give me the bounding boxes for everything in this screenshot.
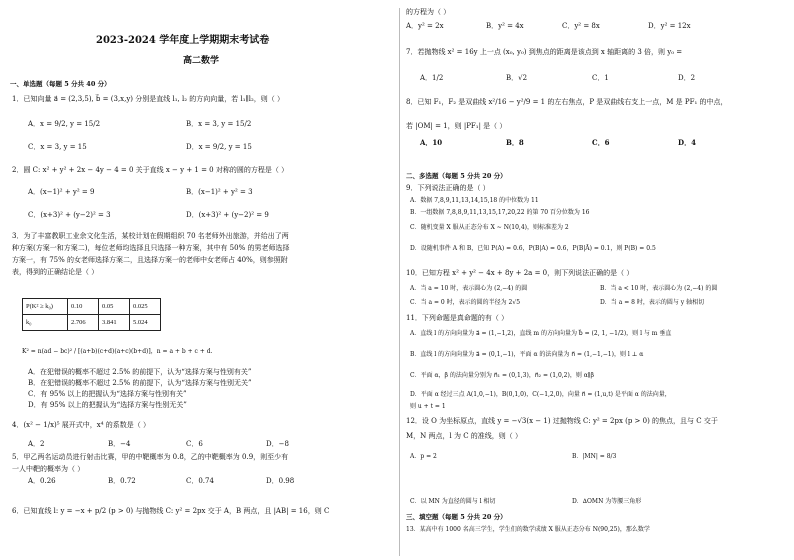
q3-line1: 3．为了丰富教职工业余文化生活，某校计划在假期组织 70 名老师外出旅游，并给出了两 [12, 232, 289, 240]
q7-option-b: B．√2 [506, 74, 528, 82]
q12-option-b: B．|MN| = 8/3 [572, 453, 617, 460]
q10-option-b: B．当 a < 10 时，表示圆心为 (2,−4) 的圆 [600, 285, 718, 292]
q1-option-d: D．x = 9/2, y = 15 [186, 143, 252, 151]
q7-stem: 7．若抛物线 x² = 16y 上一点 (x₀, y₀) 到焦点的距离是该点到 x 轴距离的 3 倍，则 y₀ = [406, 48, 683, 56]
section-fill-in: 三、填空题（每题 5 分共 20 分） [406, 513, 507, 521]
q5-option-b: B．0.72 [108, 477, 136, 485]
q4-option-d: D．−8 [266, 440, 289, 448]
q10-stem: 10．已知方程 x² + y² − 4x + 8y + 2a = 0，则下列说法正确的是（ ） [406, 269, 634, 277]
q3-option-b: B．在犯错误的概率不超过 2.5% 的前提下，认为“选择方案与性别无关” [28, 379, 252, 387]
q3-line4: 表，得到的正确结论是（ ） [12, 268, 99, 276]
q3-line2: 种方案(方案一和方案二)，每位老师均选择且只选择一种方案，其中有 50% 的男老师选择 [12, 244, 290, 252]
q4-option-a: A．2 [28, 440, 45, 448]
q5-line1: 5．甲乙两名运动员进行射击比赛，甲的中靶概率为 0.8，乙的中靶概率为 0.9，则至少有 [12, 453, 289, 461]
q2-option-b: B．(x−1)² + y² = 3 [186, 188, 253, 196]
q12-option-d: D．∆OMN 为等腰三角形 [572, 498, 642, 505]
q7-option-a: A．1/2 [420, 74, 444, 82]
q8-line2: 若 |OM| = 1，则 |PF₁| 是（ ） [406, 122, 507, 130]
q11-stem: 11．下列命题是真命题的有（ ） [406, 314, 509, 322]
q11-option-d-line1: D．平面 α 经过三点 A(1,0,−1)，B(0,1,0)，C(−1,2,0)，向量 n⃗ = (1,u,t) 是平面 α 的法向量， [410, 391, 671, 398]
q10-option-c: C．当 a = 0 时，表示的圆的半径为 2√5 [410, 299, 521, 306]
q10-option-a: A．当 a = 10 时，表示圆心为 (2,−4) 的圆 [410, 285, 528, 292]
q8-option-a: A．10 [420, 138, 443, 147]
q9-stem: 9．下列说法正确的是（ ） [406, 184, 490, 192]
table-cell: 0.05 [99, 299, 130, 315]
table-cell: 3.841 [99, 315, 130, 331]
q8-option-d: D．4 [678, 138, 696, 147]
q8-line1: 8．已知 F₁，F₂ 是双曲线 x²/16 − y²/9 = 1 的左右焦点，P 是双曲线右支上一点，M 是 PF₁ 的中点， [406, 98, 728, 106]
q11-option-c: C．平面 α，β 的法向量分别为 n⃗₁ = (0,1,3)，n⃗₂ = (1,0,2)，则 α∥β [410, 372, 595, 379]
table-cell: k₀ [23, 315, 68, 331]
q2-option-c: C．(x+3)² + (y−2)² = 3 [28, 211, 111, 219]
q1-stem: 1．已知向量 a⃗ = (2,3,5), b⃗ = (3,x,y) 分别是直线 l₁, l₂ 的方向向量，若 l₁∥l₂，则（ ） [12, 95, 285, 103]
q9-option-c: C．随机变量 X 服从正态分布 X ~ N(10,4)，则标准差为 2 [410, 224, 569, 231]
q6-option-a: A．y² = 2x [406, 22, 444, 30]
right-column [402, 0, 794, 560]
q9-option-d: D．设随机事件 A 和 B，已知 P(A) = 0.6，P(B|A) = 0.6，P(B|Ā) = 0.1，则 P(B) = 0.5 [410, 245, 656, 252]
critical-value-table [22, 298, 161, 331]
column-divider [399, 8, 400, 556]
q4-stem: 4．(x² − 1/x)⁵ 展开式中，x⁴ 的系数是（ ） [12, 421, 150, 429]
q2-option-d: D．(x+3)² + (y−2)² = 9 [186, 211, 269, 219]
q7-option-d: D．2 [678, 74, 696, 82]
q1-option-b: B．x = 3, y = 15/2 [186, 120, 252, 128]
q5-option-a: A．0.26 [28, 477, 56, 485]
q6-option-d: D．y² = 12x [648, 22, 691, 30]
q12-option-c: C．以 MN 为直径的圆与 l 相切 [410, 498, 496, 505]
q5-line2: 一人中靶的概率为（ ） [12, 465, 85, 473]
q1-option-a: A．x = 9/2, y = 15/2 [28, 120, 101, 128]
section-single-choice: 一、单选题（每题 5 分共 40 分） [10, 80, 111, 88]
q2-stem: 2．圆 C: x² + y² + 2x − 4y − 4 = 0 关于直线 x − y + 1 = 0 对称的圆的方程是（ ） [12, 166, 289, 174]
section-multiple-choice: 二、多选题（每题 5 分共 20 分） [406, 172, 507, 180]
exam-title: 2023-2024 学年度上学期期末考试卷 [96, 35, 270, 46]
q3-line3: 方案一，有 75% 的女老师选择方案二，且选择方案一的老师中女老师占 40%，则参照附 [12, 256, 288, 264]
q12-option-a: A．p = 2 [410, 453, 437, 460]
q9-option-a: A．数据 7,8,9,11,13,14,15,18 的中位数为 11 [410, 197, 539, 204]
table-row [23, 299, 161, 315]
q6-option-b: B．y² = 4x [486, 22, 524, 30]
q11-option-a: A．直线 l 的方向向量为 a⃗ = (1,−1,2)，直线 m 的方向向量为 b⃗ = (2, 1, −1/2)，则 l 与 m 垂直 [410, 330, 672, 337]
table-cell: 0.025 [130, 299, 161, 315]
q12-line1: 12．设 O 为坐标原点，直线 y = −√3(x − 1) 过抛物线 C: y² = 2px (p > 0) 的焦点，且与 C 交于 [406, 417, 718, 425]
table-row [23, 315, 161, 331]
table-cell: 0.10 [68, 299, 99, 315]
q2-option-a: A．(x−1)² + y² = 9 [28, 188, 95, 196]
q3-formula: K² = n(ad − bc)² / [(a+b)(c+d)(a+c)(b+d)]，n = a + b + c + d. [22, 348, 213, 355]
q10-option-d: D．当 a = 8 时，表示的圆与 y 轴相切 [600, 299, 705, 306]
q8-option-c: C．6 [592, 138, 610, 147]
q3-option-a: A．在犯错误的概率不超过 2.5% 的前提下，认为“选择方案与性别有关” [28, 368, 252, 376]
q7-option-c: C．1 [592, 74, 609, 82]
q13-stem: 13．某高中有 1000 名高三学生，学生们的数学成绩 X 服从正态分布 N(90,25)，那么数学 [406, 526, 650, 533]
table-cell: 5.024 [130, 315, 161, 331]
q3-option-d: D．有 95% 以上的把握认为“选择方案与性别无关” [28, 401, 187, 409]
q12-line2: M，N 两点，l 为 C 的准线，则（ ） [406, 432, 523, 440]
q5-option-c: C．0.74 [186, 477, 214, 485]
q11-option-b: B．直线 l 的方向向量为 a⃗ = (0,1,−1)，平面 α 的法向量为 n⃗ = (1,−1,−1)，则 l ⊥ α [410, 351, 644, 358]
q6-stem-continued: 的方程为（ ） [406, 8, 451, 16]
q6-option-c: C．y² = 8x [562, 22, 600, 30]
q4-option-b: B．−4 [108, 440, 131, 448]
table-cell: 2.706 [68, 315, 99, 331]
q9-option-b: B．一组数据 7,8,8,9,11,13,15,17,20,22 的第 70 百分位数为 16 [410, 209, 590, 216]
exam-subtitle: 高二数学 [183, 56, 220, 66]
q11-option-d-line2: 则 u + t = 1 [410, 403, 446, 410]
q5-option-d: D．0.98 [266, 477, 295, 485]
q4-option-c: C．6 [186, 440, 203, 448]
q8-option-b: B．8 [506, 138, 524, 147]
table-cell: P(K² ≥ k₀) [23, 299, 68, 315]
q6-stem: 6．已知直线 l: y = −x + p/2 (p > 0) 与抛物线 C: y² = 2px 交于 A，B 两点，且 |AB| = 16，则 C [12, 507, 330, 515]
q3-option-c: C．有 95% 以上的把握认为“选择方案与性别有关” [28, 390, 187, 398]
q1-option-c: C．x = 3, y = 15 [28, 143, 87, 151]
